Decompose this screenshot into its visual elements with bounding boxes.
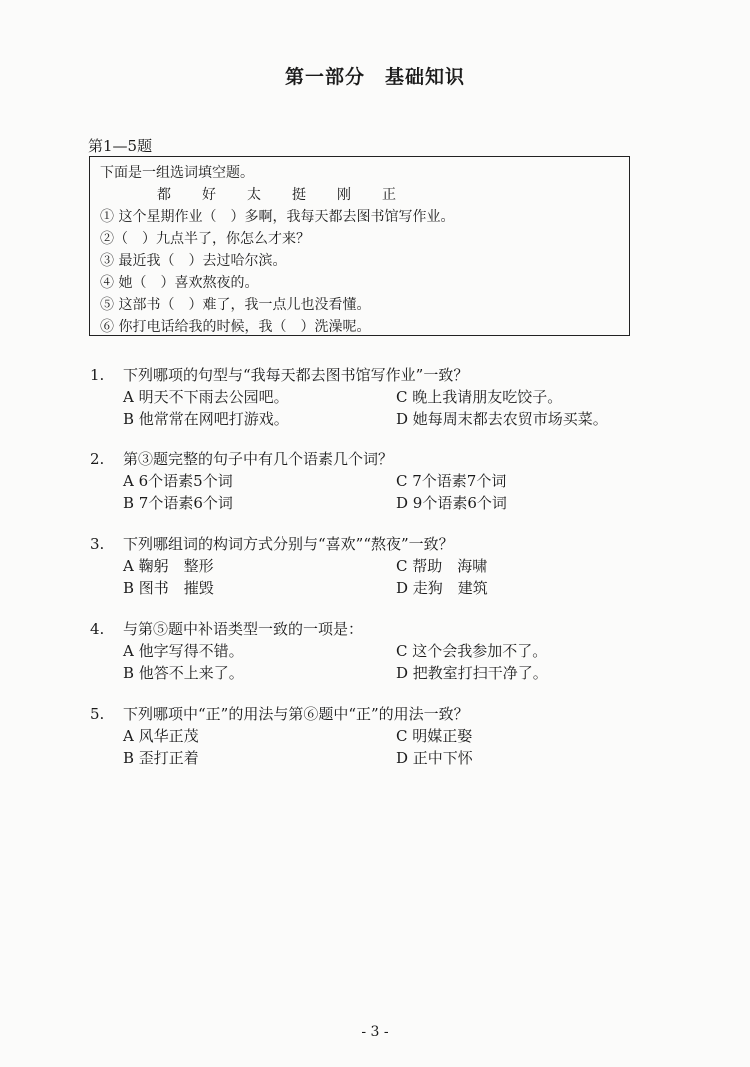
option-c: C 帮助 海啸	[396, 557, 488, 575]
question-stem: 下列哪项的句型与“我每天都去图书馆写作业”一致？	[123, 366, 469, 384]
option-b: B 7个语素6个词	[123, 494, 233, 512]
question-number: 4.	[90, 620, 105, 638]
word-bank-item: 都	[157, 187, 171, 203]
page-number: - 3 -	[361, 1024, 389, 1040]
question-stem: 下列哪项中“正”的用法与第⑥题中“正”的用法一致？	[123, 705, 469, 723]
box-sentence: ②（ ）九点半了，你怎么才来？	[100, 231, 310, 247]
question	[90, 448, 650, 514]
fill-in-box	[89, 156, 630, 336]
question-number: 2.	[90, 450, 105, 468]
option-a: A 6个语素5个词	[123, 472, 233, 490]
question-number: 5.	[90, 705, 105, 723]
box-instruction: 下面是一组选词填空题。	[100, 165, 254, 181]
option-b: B 他答不上来了。	[123, 664, 244, 682]
box-sentence: ④ 她（ ）喜欢熬夜的。	[100, 275, 259, 291]
page-title: 第一部分 基础知识	[284, 66, 465, 88]
word-bank-item: 好	[202, 187, 216, 203]
section-label: 第1—5题	[88, 137, 153, 155]
option-c: C 晚上我请朋友吃饺子。	[396, 388, 563, 406]
question-stem: 下列哪组词的构词方式分别与“喜欢”“熬夜”一致？	[123, 535, 454, 553]
word-bank-item: 正	[382, 187, 396, 203]
option-a: A 明天不下雨去公园吧。	[123, 388, 289, 406]
word-bank-item: 刚	[337, 187, 351, 203]
word-bank-item: 挺	[292, 187, 306, 203]
question-number: 3.	[90, 535, 105, 553]
option-d: D 把教室打扫干净了。	[396, 664, 548, 682]
question	[90, 533, 650, 599]
option-d: D 她每周末都去农贸市场买菜。	[396, 410, 608, 428]
box-sentence: ① 这个星期作业（ ）多啊，我每天都去图书馆写作业。	[100, 209, 455, 225]
option-d: D 9个语素6个词	[396, 494, 507, 512]
option-d: D 走狗 建筑	[396, 579, 488, 597]
question	[90, 364, 650, 430]
option-b: B 歪打正着	[123, 749, 199, 767]
question-stem: 与第⑤题中补语类型一致的一项是：	[123, 620, 364, 638]
option-c: C 明媒正娶	[396, 727, 473, 745]
question	[90, 703, 650, 769]
option-c: C 7个语素7个词	[396, 472, 507, 490]
option-b: B 他常常在网吧打游戏。	[123, 410, 289, 428]
option-a: A 风华正茂	[123, 727, 199, 745]
question-stem: 第③题完整的句子中有几个语素几个词？	[123, 450, 394, 468]
option-a: A 鞠躬 整形	[123, 557, 214, 575]
option-b: B 图书 摧毁	[123, 579, 214, 597]
option-d: D 正中下怀	[396, 749, 473, 767]
question-number: 1.	[90, 366, 105, 384]
option-c: C 这个会我参加不了。	[396, 642, 548, 660]
box-sentence: ⑤ 这部书（ ）难了，我一点儿也没看懂。	[100, 297, 371, 313]
box-sentence: ⑥ 你打电话给我的时候，我（ ）洗澡呢。	[100, 319, 371, 335]
option-a: A 他字写得不错。	[123, 642, 244, 660]
word-bank	[100, 184, 629, 206]
question	[90, 618, 650, 684]
box-sentence: ③ 最近我（ ）去过哈尔滨。	[100, 253, 287, 269]
word-bank-item: 太	[247, 187, 261, 203]
